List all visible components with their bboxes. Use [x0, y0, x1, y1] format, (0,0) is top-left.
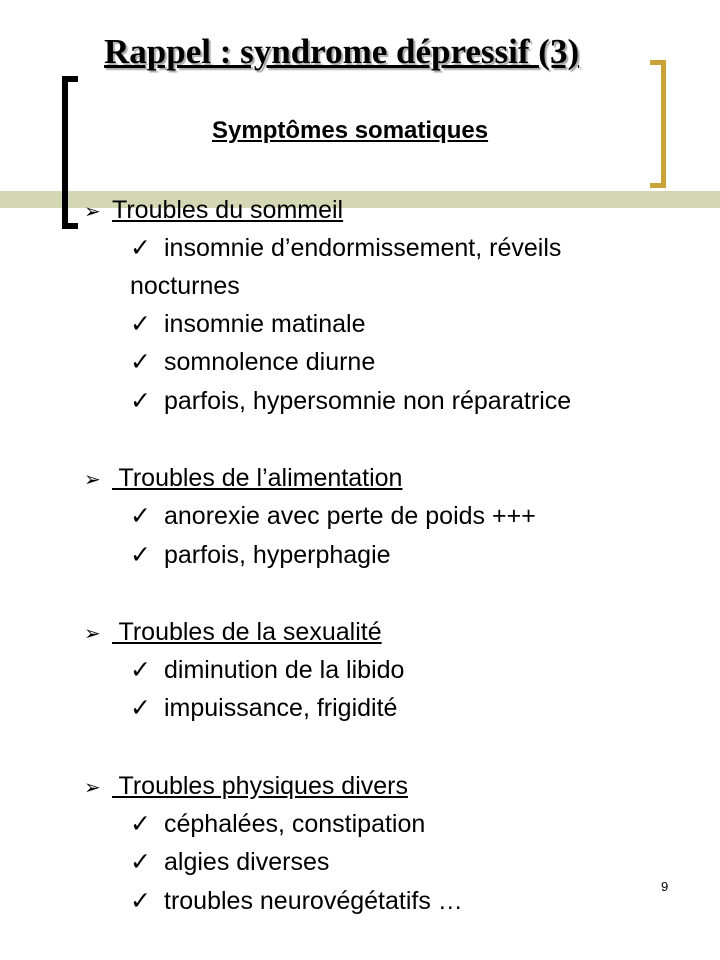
- slide-title: Rappel : syndrome dépressif (3): [104, 32, 580, 71]
- list-item-continuation: nocturnes: [130, 272, 240, 300]
- arrow-bullet-icon: ➢: [84, 469, 101, 491]
- section-heading-physical: ➢ Troubles physiques divers: [84, 767, 408, 807]
- check-icon: ✓: [130, 541, 151, 569]
- list-item: ✓ algies diverses: [130, 843, 329, 881]
- list-item: ✓ insomnie d’endormissement, réveils: [130, 229, 561, 267]
- check-icon: ✓: [130, 848, 151, 876]
- check-icon: ✓: [130, 348, 151, 376]
- page-number: 9: [661, 879, 669, 894]
- check-icon: ✓: [130, 810, 151, 838]
- check-icon: ✓: [130, 502, 151, 530]
- list-item: ✓ céphalées, constipation: [130, 805, 425, 843]
- list-item: ✓ impuissance, frigidité: [130, 689, 397, 727]
- list-item: ✓ parfois, hyperphagie: [130, 536, 391, 574]
- section-heading-eating: ➢ Troubles de l’alimentation: [84, 459, 402, 499]
- check-icon: ✓: [130, 387, 151, 415]
- arrow-bullet-icon: ➢: [84, 777, 101, 799]
- check-icon: ✓: [130, 694, 151, 722]
- arrow-bullet-icon: ➢: [84, 201, 101, 223]
- arrow-bullet-icon: ➢: [84, 623, 101, 645]
- check-icon: ✓: [130, 310, 151, 338]
- list-item: ✓ troubles neurovégétatifs …: [130, 882, 463, 920]
- section-heading-sleep: ➢ Troubles du sommeil: [84, 191, 343, 231]
- list-item: ✓ parfois, hypersomnie non réparatrice: [130, 382, 571, 420]
- slide-subtitle: Symptômes somatiques: [212, 117, 489, 144]
- check-icon: ✓: [130, 656, 151, 684]
- section-heading-sexuality: ➢ Troubles de la sexualité: [84, 613, 382, 653]
- check-icon: ✓: [130, 887, 151, 915]
- check-icon: ✓: [130, 234, 151, 262]
- list-item: ✓ somnolence diurne: [130, 343, 375, 381]
- list-item: ✓ diminution de la libido: [130, 651, 404, 689]
- list-item: ✓ insomnie matinale: [130, 305, 366, 343]
- list-item: ✓ anorexie avec perte de poids +++: [130, 497, 536, 535]
- right-bracket-decoration: [650, 60, 666, 188]
- left-bracket-decoration: [62, 76, 78, 229]
